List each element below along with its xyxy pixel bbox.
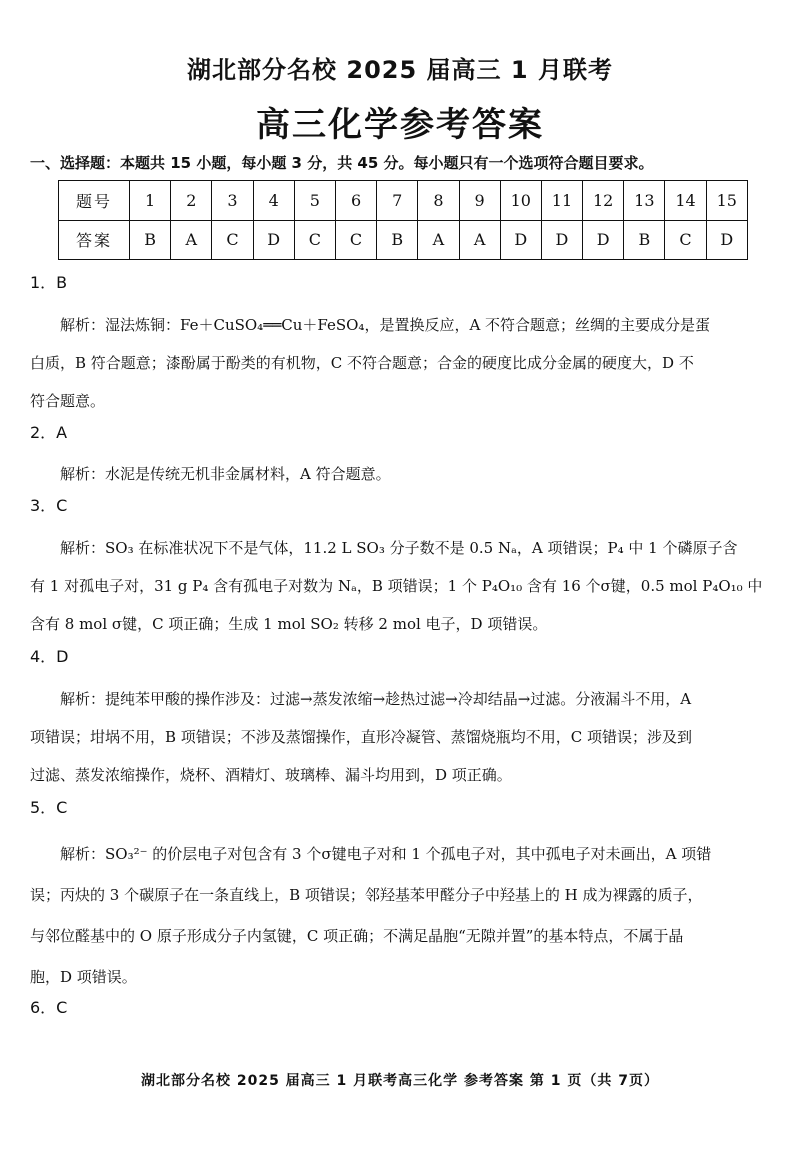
answer-cell: D	[541, 220, 582, 260]
answer-cell: A	[171, 220, 212, 260]
explanation-line: 与邻位醛基中的 O 原子形成分子内氢键，C 项正确；不满足晶胞“无隙并置”的基本特点，不属于晶	[30, 927, 684, 945]
question-explanation	[30, 680, 780, 794]
question-label: 2．A	[30, 423, 68, 442]
answer-table-number-row	[59, 181, 748, 221]
explanation-line: 符合题意。	[30, 392, 106, 410]
explanation-line: 项错误；坩埚不用，B 项错误；不涉及蒸馏操作，直形冷凝管、蒸馏烧瓶均不用，C 项错误；涉及到	[30, 728, 693, 746]
answer-cell: D	[253, 220, 294, 260]
answer-cell: B	[624, 220, 665, 260]
answer-cell: A	[418, 220, 459, 260]
answer-cell: B	[130, 220, 171, 260]
question-number-cell: 15	[706, 181, 747, 221]
answer-table-answer-row	[59, 220, 748, 260]
answer-table	[58, 180, 748, 260]
question-explanation	[30, 834, 780, 998]
answer-cell: D	[583, 220, 624, 260]
question-number-cell: 10	[500, 181, 541, 221]
question-number-cell: 1	[130, 181, 171, 221]
explanation-line: 解析：提纯苯甲酸的操作涉及：过滤→蒸发浓缩→趁热过滤→冷却结晶→过滤。分液漏斗不用，A	[60, 690, 692, 708]
question-label: 3．C	[30, 496, 68, 515]
explanation-line: 解析：SO₃²⁻ 的价层电子对包含有 3 个σ键电子对和 1 个孤电子对，其中孤电子对未画出，A 项错	[60, 845, 712, 863]
answer-cell: B	[377, 220, 418, 260]
question-label: 1．B	[30, 273, 68, 292]
question-number-cell: 12	[583, 181, 624, 221]
answer-cell: C	[665, 220, 706, 260]
document-subtitle: 高三化学参考答案	[256, 105, 544, 145]
explanation-line: 有 1 对孤电子对，31 g P₄ 含有孤电子对数为 Nₐ，B 项错误；1 个 P₄O₁₀ 含有 16 个σ键，0.5 mol P₄O₁₀ 中	[30, 577, 763, 595]
explanation-line: 误；丙炔的 3 个碳原子在一条直线上，B 项错误；邻羟基苯甲醛分子中羟基上的 H 成为裸露的质子，	[30, 886, 703, 904]
question-number-cell: 8	[418, 181, 459, 221]
question-number-cell: 4	[253, 181, 294, 221]
question-number-cell: 2	[171, 181, 212, 221]
answer-cell: C	[212, 220, 253, 260]
answer-cell: D	[500, 220, 541, 260]
explanation-line: 解析：SO₃ 在标准状况下不是气体，11.2 L SO₃ 分子数不是 0.5 Nₐ，A 项错误；P₄ 中 1 个磷原子含	[60, 539, 738, 557]
question-number-cell: 14	[665, 181, 706, 221]
explanation-line: 白质，B 符合题意；漆酚属于酚类的有机物，C 不符合题意；合金的硬度比成分金属的硬度大，D 不	[30, 354, 694, 372]
explanation-line: 胞，D 项错误。	[30, 968, 137, 986]
explanation-line: 过滤、蒸发浓缩操作，烧杯、酒精灯、玻璃棒、漏斗均用到，D 项正确。	[30, 766, 512, 784]
page-footer: 湖北部分名校 2025 届高三 1 月联考高三化学 参考答案 第 1 页（共 7页）	[140, 1073, 660, 1089]
question-explanation	[30, 455, 780, 493]
question-number-cell: 9	[459, 181, 500, 221]
section-heading: 一、选择题：本题共 15 小题，每小题 3 分，共 45 分。每小题只有一个选项符合题目要求。	[30, 154, 654, 172]
question-label: 6．C	[30, 998, 68, 1017]
answer-cell: A	[459, 220, 500, 260]
question-number-cell: 13	[624, 181, 665, 221]
document-title: 湖北部分名校 2025 届高三 1 月联考	[187, 56, 613, 84]
question-label: 4．D	[30, 647, 69, 666]
question-explanation	[30, 529, 780, 643]
answer-cell: D	[706, 220, 747, 260]
question-label: 5．C	[30, 798, 68, 817]
question-number-cell: 6	[335, 181, 376, 221]
table-answer-label: 答案	[59, 220, 130, 260]
explanation-line: 含有 8 mol σ键，C 项正确；生成 1 mol SO₂ 转移 2 mol 电子，D 项错误。	[30, 615, 548, 633]
explanation-line: 解析：湿法炼铜：Fe＋CuSO₄══Cu＋FeSO₄，是置换反应，A 不符合题意；丝绸的主要成分是蛋	[60, 316, 711, 334]
question-number-cell: 7	[377, 181, 418, 221]
table-header-label: 题号	[59, 181, 130, 221]
question-number-cell: 11	[541, 181, 582, 221]
answer-cell: C	[294, 220, 335, 260]
answer-cell: C	[335, 220, 376, 260]
question-number-cell: 5	[294, 181, 335, 221]
question-explanation	[30, 306, 780, 420]
explanation-line: 解析：水泥是传统无机非金属材料，A 符合题意。	[60, 465, 391, 483]
question-number-cell: 3	[212, 181, 253, 221]
